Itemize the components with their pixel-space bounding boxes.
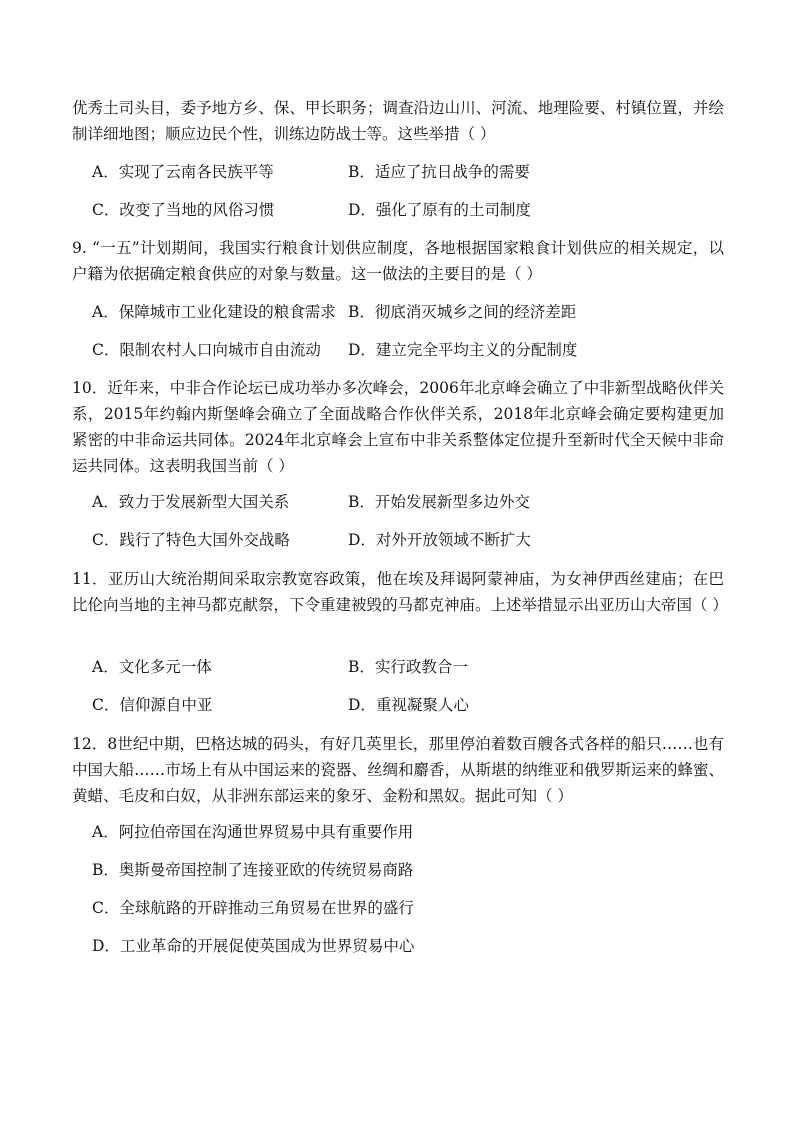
q12-stem: 12．8世纪中期，巴格达城的码头，有好几英里长，那里停泊着数百艘各式各样的船只……也有中国大船……市场上有从中国运来的瓷器、丝绸和麝香，从斯堪的纳维亚和俄罗斯运来的蜂蜜、黄蜡、毛皮和白奴，从非洲东部运来的象牙、金粉和黑奴。据此可知（ ） [72,735,724,805]
q10-option-d: D．对外开放领域不断扩大 [348,531,531,549]
q10-stem: 10．近年来，中非合作论坛已成功举办多次峰会，2006年北京峰会确立了中非新型战略伙伴关系，2015年约翰内斯堡峰会确立了全面战略合作伙伴关系，2018年北京峰会确定要构建更加紧密的中非命运共同体。2024年北京峰会上宣布中非关系整体定位提升至新时代全天候中非命运共同体。这表明我国当前（ ） [72,379,724,475]
q11-option-d: D．重视凝聚人心 [348,696,469,714]
q11-option-b: B．实行政教合一 [348,658,468,676]
q12-option-b: B．奥斯曼帝国控制了连接亚欧的传统贸易商路 [92,861,414,879]
q12-option-a: A．阿拉伯帝国在沟通世界贸易中具有重要作用 [92,823,414,841]
q10-option-b: B．开始发展新型多边外交 [348,493,530,511]
q8-option-b: B．适应了抗日战争的需要 [348,163,530,181]
q12-option-c: C．全球航路的开辟推动三角贸易在世界的盛行 [92,899,414,917]
q9-option-b: B．彻底消灭城乡之间的经济差距 [348,303,577,321]
q8-option-c: C．改变了当地的风俗习惯 [92,201,275,219]
q11-option-c: C．信仰源自中亚 [92,696,213,714]
q11-option-a: A．文化多元一体 [92,658,212,676]
q9-stem: 9. “一五”计划期间，我国实行粮食计划供应制度，各地根据国家粮食计划供应的相关规定，以户籍为依据确定粮食供应的对象与数量。这一做法的主要目的是（ ） [72,239,724,283]
q9-option-c: C．限制农村人口向城市自由流动 [92,341,321,359]
q11-stem: 11．亚历山大统治期间采取宗教宽容政策，他在埃及拜谒阿蒙神庙，为女神伊西丝建庙；在巴比伦向当地的主神马都克献祭，下令重建被毁的马都克神庙。上述举措显示出亚历山大帝国（ ） [72,570,728,614]
q12-option-d: D．工业革命的开展促使英国成为世界贸易中心 [92,937,415,955]
q8-option-a: A．实现了云南各民族平等 [92,163,274,181]
q8-stem: 优秀土司头目，委予地方乡、保、甲长职务；调查沿边山川、河流、地理险要、村镇位置，并绘制详细地图；顺应边民个性，训练边防战士等。这些举措（ ） [72,99,724,143]
q10-option-a: A．致力于发展新型大国关系 [92,493,290,511]
q10-option-c: C．践行了特色大国外交战略 [92,531,290,549]
q9-option-a: A．保障城市工业化建设的粮食需求 [92,303,336,321]
q9-option-d: D．建立完全平均主义的分配制度 [348,341,578,359]
q8-option-d: D．强化了原有的土司制度 [348,201,531,219]
